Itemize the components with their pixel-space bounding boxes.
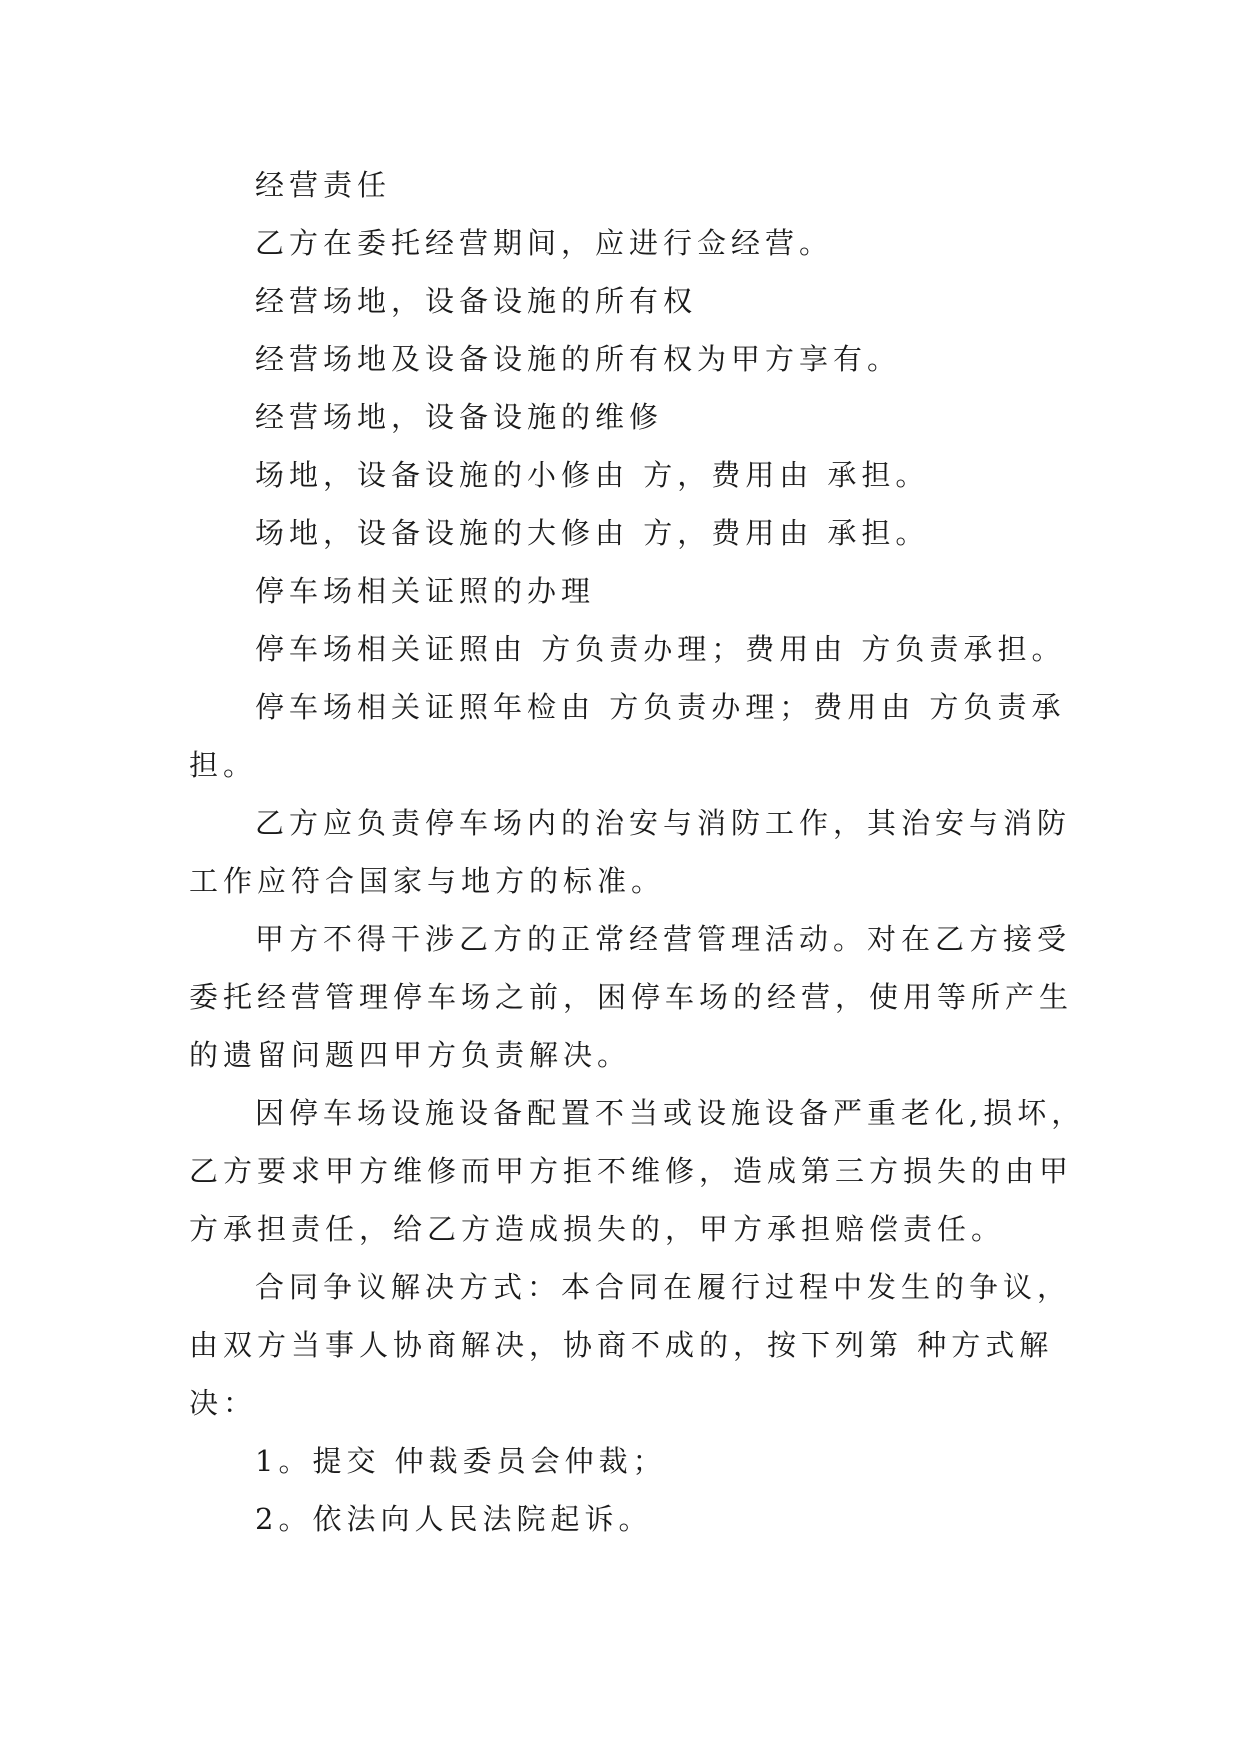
paragraph-line: 的遗留问题四甲方负责解决。 — [189, 1038, 632, 1072]
section-heading-maintenance: 经营场地，设备设施的维修 — [255, 400, 664, 434]
paragraph-line: 委托经营管理停车场之前，困停车场的经营，使用等所产生 — [189, 980, 1074, 1014]
paragraph-line: 由双方当事人协商解决，协商不成的，按下列第 种方式解 — [189, 1328, 1054, 1362]
paragraph-line: 乙方在委托经营期间，应进行佥经营。 — [255, 226, 834, 260]
section-heading-ownership: 经营场地，设备设施的所有权 — [255, 284, 698, 318]
section-heading-operating-responsibility: 经营责任 — [255, 168, 392, 202]
paragraph-line: 乙方要求甲方维修而甲方拒不维修，造成第三方损失的由甲 — [189, 1154, 1074, 1188]
paragraph-line: 停车场相关证照由 方负责办理；费用由 方负责承担。 — [255, 632, 1066, 666]
paragraph-line: 甲方不得干涉乙方的正常经营管理活动。对在乙方接受 — [255, 922, 1072, 956]
paragraph-line: 担。 — [189, 748, 258, 782]
paragraph-line: 场地，设备设施的大修由 方，费用由 承担。 — [255, 516, 930, 550]
list-item-arbitration: 1。提交 仲裁委员会仲裁； — [255, 1444, 667, 1478]
paragraph-line: 场地，设备设施的小修由 方，费用由 承担。 — [255, 458, 930, 492]
paragraph-line: 合同争议解决方式：本合同在履行过程中发生的争议， — [255, 1270, 1072, 1304]
list-item-lawsuit: 2。依法向人民法院起诉。 — [255, 1502, 653, 1536]
paragraph-line: 因停车场设施设备配置不当或设施设备严重老化,损坏， — [255, 1096, 1086, 1130]
paragraph-line: 方承担责任，给乙方造成损失的，甲方承担赔偿责任。 — [189, 1212, 1006, 1246]
paragraph-line: 停车场相关证照年检由 方负责办理；费用由 方负责承 — [255, 690, 1066, 724]
section-heading-licenses: 停车场相关证照的办理 — [255, 574, 596, 608]
paragraph-line: 决： — [189, 1386, 258, 1420]
paragraph-line: 乙方应负责停车场内的治安与消防工作，其治安与消防 — [255, 806, 1072, 840]
paragraph-line: 工作应符合国家与地方的标准。 — [189, 864, 666, 898]
paragraph-line: 经营场地及设备设施的所有权为甲方享有。 — [255, 342, 902, 376]
